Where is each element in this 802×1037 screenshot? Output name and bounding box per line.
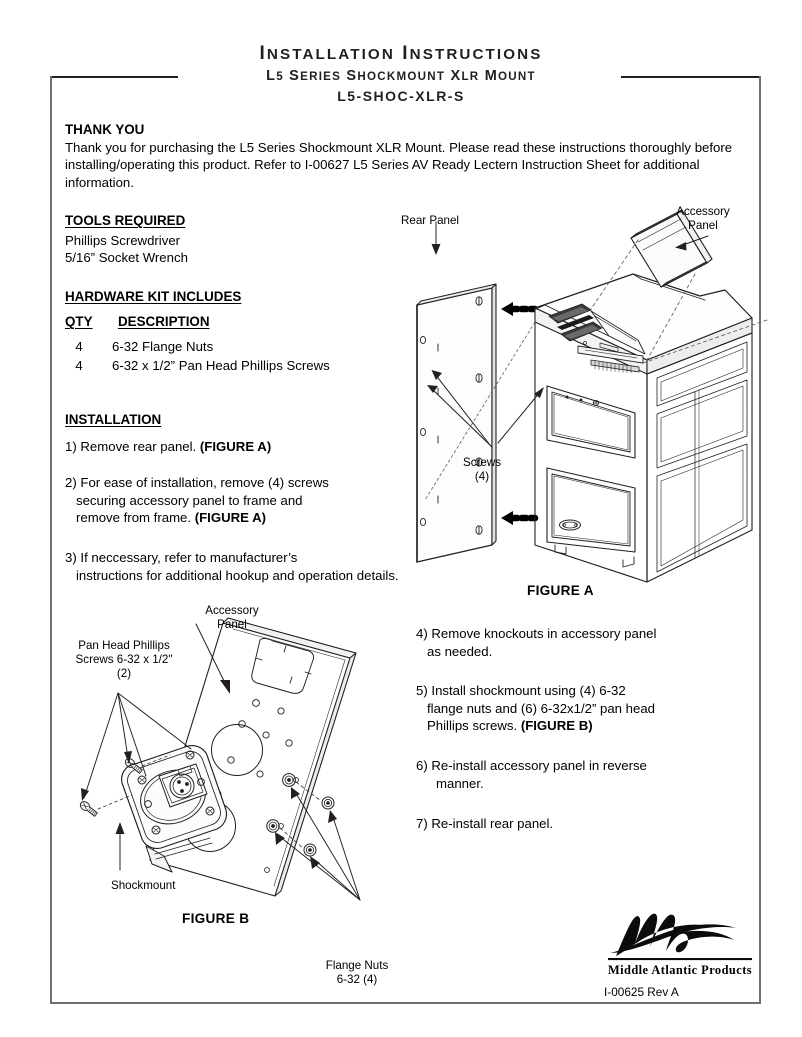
border-top-left-segment: [50, 76, 178, 78]
figure-a-label-accessory-panel-line1: Accessory: [676, 205, 730, 218]
figure-a-drawing: [395, 200, 765, 580]
install-step-1-number: 1): [65, 439, 77, 454]
figure-b-label-pan-head-line3: (2): [116, 667, 132, 680]
install-step-6-number: 6): [416, 758, 428, 773]
hardware-kit-heading: HARDWARE KIT INCLUDES: [65, 289, 242, 304]
rear-panel-removal-arrow-upper: [501, 302, 535, 316]
hardware-row-0-qty: 4: [75, 339, 83, 354]
install-step-3-number: 3): [65, 550, 77, 565]
install-step-1-figure-ref: (FIGURE A): [199, 439, 272, 454]
lectern-illustration: [535, 274, 752, 582]
hardware-row-1-qty: 4: [75, 358, 83, 373]
install-step-2-number: 2): [65, 475, 77, 490]
figure-b-label-flange-nuts-line2: 6-32 (4): [336, 973, 378, 986]
install-step-3-line2: instructions for additional hookup and operation details.: [76, 567, 399, 583]
document-title-block: [0, 44, 802, 105]
document-subtitle: L5 SERIES SHOCKMOUNT XLR MOUNT: [266, 67, 536, 84]
install-step-2-line2: securing accessory panel to frame and: [76, 492, 303, 508]
thank-you-body: Thank you for purchasing the L5 Series Shockmount XLR Mount. Please read these instructions thoroughly before installing/operating this product. Refer to I-00627 L5 Series AV Ready Lectern Instruction Sheet for additional information.: [65, 140, 733, 190]
hardware-row-1-desc: 6-32 x 1/2” Pan Head Phillips Screws: [112, 358, 330, 373]
company-logo: [604, 906, 756, 978]
install-step-7-line1: Re-install rear panel.: [431, 816, 554, 831]
figure-a-label-rear-panel: Rear Panel: [401, 214, 460, 227]
installation-heading: INSTALLATION: [65, 412, 162, 427]
install-step-5-line1: Install shockmount using (4) 6-32: [431, 683, 626, 698]
figure-b-label-accessory-panel-line2: Panel: [217, 618, 247, 631]
install-step-3-line1: If neccessary, refer to manufacturer’s: [80, 550, 298, 565]
install-step-4-number: 4): [416, 626, 428, 641]
rear-panel-removal-arrow-lower: [501, 511, 535, 525]
install-step-6-line1: Re-install accessory panel in reverse: [431, 758, 647, 773]
install-step-5-figure-ref: (FIGURE B): [520, 718, 593, 734]
border-left: [50, 76, 52, 1003]
tool-item-0: Phillips Screwdriver: [65, 233, 181, 248]
install-step-4: [416, 625, 656, 660]
figure-b-label-shockmount: Shockmount: [111, 879, 176, 892]
company-name: Middle Atlantic Products: [607, 963, 753, 977]
figure-b-label-accessory-panel-line1: Accessory: [205, 604, 259, 617]
install-step-3: [65, 549, 399, 584]
figure-b-label-flange-nuts-line1: Flange Nuts: [325, 959, 389, 972]
tool-item-1: 5/16” Socket Wrench: [65, 250, 188, 265]
figure-a-caption: FIGURE A: [527, 583, 594, 598]
shockmount-label-leader: [116, 822, 125, 870]
install-step-7: [416, 815, 553, 833]
install-step-5-line2: flange nuts and (6) 6-32x1/2” pan head: [427, 700, 656, 716]
border-top-right-segment: [621, 76, 761, 78]
hardware-col-qty: QTY: [65, 314, 93, 329]
hardware-col-desc: DESCRIPTION: [118, 314, 210, 329]
install-step-1-text: Remove rear panel.: [80, 439, 197, 454]
figure-a-label-screws-line1: Screws: [462, 456, 501, 469]
figure-b-caption: FIGURE B: [182, 911, 250, 926]
install-step-7-number: 7): [416, 816, 428, 831]
install-step-6: [416, 757, 647, 792]
install-step-2-line1: For ease of installation, remove (4) screws: [80, 475, 329, 490]
install-step-5-number: 5): [416, 683, 428, 698]
install-step-2-figure-ref: (FIGURE A): [194, 510, 267, 526]
figure-a-label-accessory-panel-line2: Panel: [688, 219, 718, 232]
figure-b-label-pan-head-line2: Screws 6-32 x 1/2": [75, 653, 173, 666]
install-step-4-line1: Remove knockouts in accessory panel: [431, 626, 657, 641]
page-title: INSTALLATION INSTRUCTIONS: [259, 43, 543, 64]
install-step-1: [65, 438, 271, 456]
border-bottom: [50, 1002, 761, 1004]
middle-atlantic-ma-monogram-icon: [604, 906, 756, 962]
figure-b-label-pan-head-line1: Pan Head Phillips: [78, 639, 170, 652]
figure-a-label-screws-line2: (4): [474, 470, 490, 483]
install-step-2-line3: remove from frame.: [76, 510, 192, 526]
install-step-5: [416, 682, 655, 735]
thank-you-heading: THANK YOU: [65, 122, 145, 137]
document-number: I-00625 Rev A: [604, 985, 679, 999]
tools-required-heading: TOOLS REQUIRED: [65, 213, 186, 228]
install-step-5-line3: Phillips screws.: [427, 718, 518, 734]
install-step-6-line2: manner.: [436, 775, 484, 791]
rear-panel-illustration: [417, 284, 496, 562]
install-step-4-line2: as needed.: [427, 643, 493, 659]
model-number: L5-SHOC-XLR-S: [337, 87, 465, 104]
install-step-2: [65, 474, 329, 527]
hardware-row-0-desc: 6-32 Flange Nuts: [112, 339, 214, 354]
